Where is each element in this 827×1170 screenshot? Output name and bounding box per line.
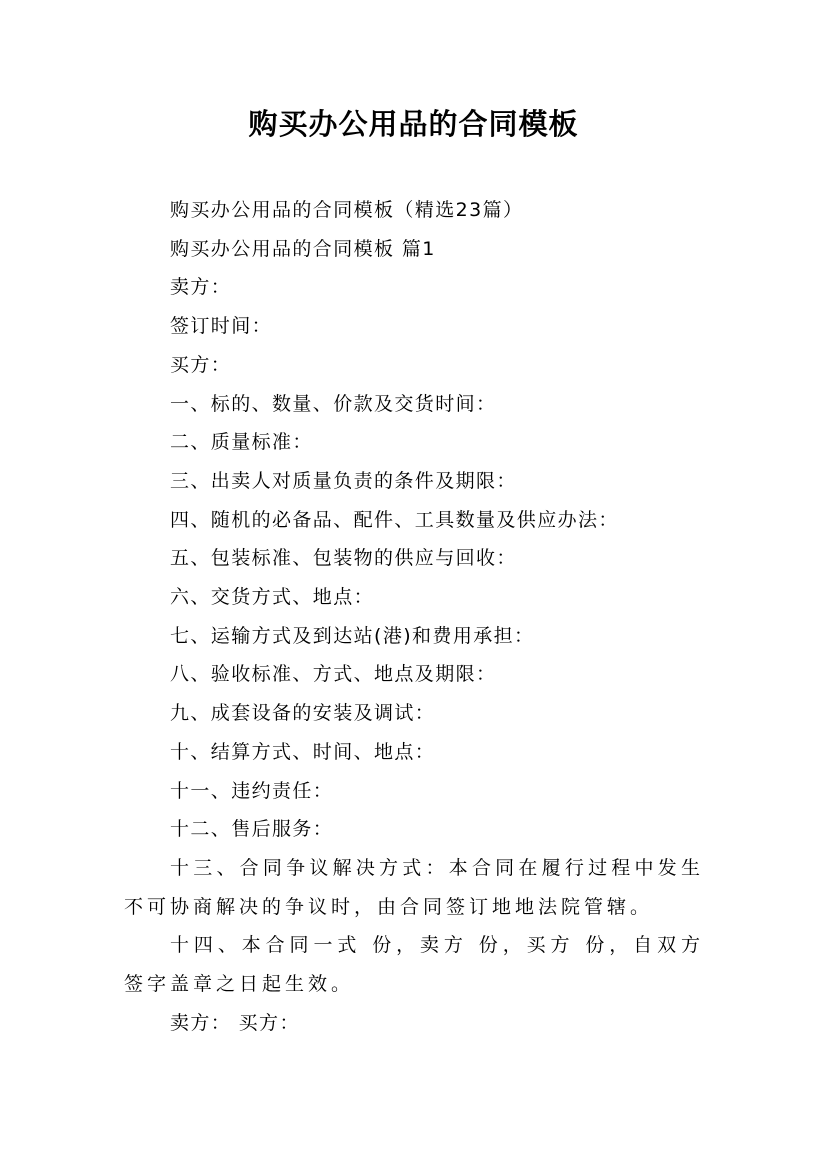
paragraph-clause-9: 九、成套设备的安装及调试：: [170, 702, 436, 725]
paragraph-clause-10: 十、结算方式、时间、地点：: [170, 740, 436, 763]
paragraph-subtitle: 购买办公用品的合同模板（精选23篇）: [170, 199, 524, 221]
document-body: [124, 191, 704, 1042]
paragraph-clause-6: 六、交货方式、地点：: [170, 586, 375, 609]
paragraph-sign-date: 签订时间：: [170, 315, 273, 338]
paragraph-section-heading: 购买办公用品的合同模板 篇1: [170, 237, 436, 260]
paragraph-clause-5: 五、包装标准、包装物的供应与回收：: [170, 547, 517, 570]
paragraph-clause-1: 一、标的、数量、价款及交货时间：: [170, 392, 497, 415]
paragraph-buyer: 买方：: [170, 353, 232, 376]
paragraph-clause-11: 十一、违约责任：: [170, 779, 334, 802]
paragraph-seller: 卖方：: [170, 276, 232, 299]
paragraph-clause-4: 四、随机的必备品、配件、工具数量及供应办法：: [170, 508, 619, 531]
paragraph-signatures: 卖方： 买方：: [170, 1011, 300, 1034]
document-title: 购买办公用品的合同模板: [248, 107, 579, 141]
paragraph-clause-12: 十二、售后服务：: [170, 818, 334, 841]
paragraph-clause-7: 七、运输方式及到达站(港)和费用承担：: [170, 624, 535, 647]
paragraph-clause-2: 二、质量标准：: [170, 431, 313, 454]
paragraph-clause-13: 十三、合同争议解决方式：本合同在履行过程中发生不可协商解决的争议时，由合同签订地地法院管辖。: [124, 856, 704, 918]
paragraph-clause-8: 八、验收标准、方式、地点及期限：: [170, 663, 497, 686]
paragraph-clause-14: 十四、本合同一式 份，卖方 份，买方 份，自双方签字盖章之日起生效。: [124, 934, 704, 996]
paragraph-clause-3: 三、出卖人对质量负责的条件及期限：: [170, 469, 517, 492]
